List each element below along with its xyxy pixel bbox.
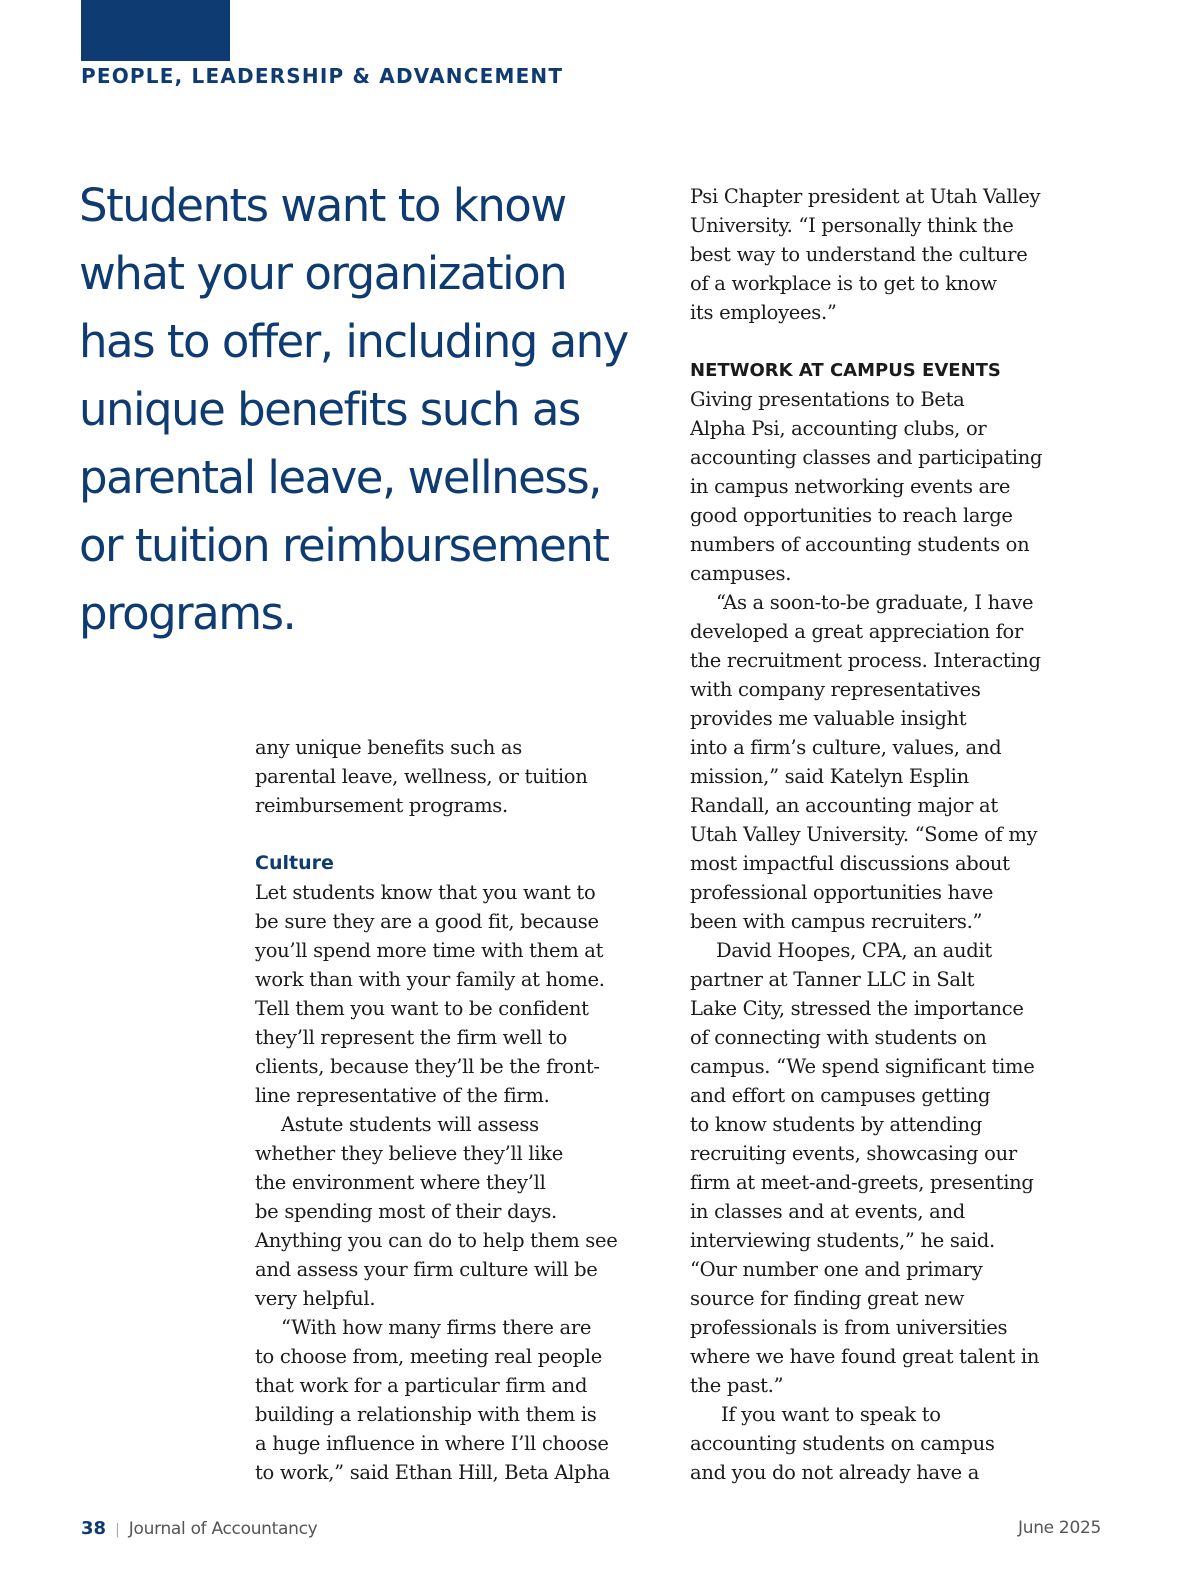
pull-quote-line: has to offer, including any <box>79 315 628 368</box>
text-line: numbers of accounting students on <box>690 533 1030 556</box>
text-line: Tell them you want to be confident <box>255 997 589 1020</box>
text-line: If you want to speak to <box>721 1403 941 1426</box>
culture-heading: Culture <box>255 852 334 874</box>
text-line: a huge influence in where I’ll choose <box>255 1432 609 1455</box>
text-line: work than with your family at home. <box>255 968 605 991</box>
text-line: firm at meet-and-greets, presenting <box>690 1171 1034 1194</box>
text-line: parental leave, wellness, or tuition <box>255 765 588 788</box>
culture-paragraph <box>255 878 685 1110</box>
text-line: where we have found great talent in <box>690 1345 1040 1368</box>
text-line: good opportunities to reach large <box>690 504 1013 527</box>
text-line: of connecting with students on <box>690 1026 987 1049</box>
pull-quote <box>79 172 679 648</box>
text-line: to choose from, meeting real people <box>255 1345 602 1368</box>
text-line: you’ll spend more time with them at <box>255 939 604 962</box>
pull-quote-line: Students want to know <box>79 179 566 232</box>
pull-quote-line: unique benefits such as <box>79 383 580 436</box>
text-line: mission,” said Katelyn Esplin <box>690 765 969 788</box>
text-line: building a relationship with them is <box>255 1403 597 1426</box>
text-line: any unique benefits such as <box>255 736 522 759</box>
journal-name: Journal of Accountancy <box>128 1519 318 1539</box>
text-line: Randall, an accounting major at <box>690 794 998 817</box>
text-line: campus. “We spend significant time <box>690 1055 1035 1078</box>
astute-paragraph <box>255 1110 685 1313</box>
article-column-right <box>690 182 1110 1487</box>
text-line: best way to understand the culture <box>690 243 1028 266</box>
text-line: provides me valuable insight <box>690 707 967 730</box>
text-line: whether they believe they’ll like <box>255 1142 563 1165</box>
graduate-paragraph <box>690 588 1110 936</box>
pull-quote-line: parental leave, wellness, <box>79 451 601 504</box>
text-line: and effort on campuses getting <box>690 1084 991 1107</box>
text-line: reimbursement programs. <box>255 794 508 817</box>
text-line: the past.” <box>690 1374 784 1397</box>
text-line: recruiting events, showcasing our <box>690 1142 1017 1165</box>
text-line: “Our number one and primary <box>690 1258 983 1281</box>
text-line: the environment where they’ll <box>255 1171 546 1194</box>
text-line: “With how many firms there are <box>281 1316 592 1339</box>
text-line: partner at Tanner LLC in Salt <box>690 968 975 991</box>
text-line: accounting students on campus <box>690 1432 995 1455</box>
text-line: most impactful discussions about <box>690 852 1010 875</box>
continued-paragraph <box>690 182 1110 327</box>
text-line: University. “I personally think the <box>690 214 1014 237</box>
text-line: “As a soon-to-be graduate, I have <box>716 591 1034 614</box>
network-paragraph <box>690 385 1110 588</box>
text-line: Psi Chapter president at Utah Valley <box>690 185 1041 208</box>
text-line: and you do not already have a <box>690 1461 980 1484</box>
section-color-tab <box>81 0 230 61</box>
text-line: campuses. <box>690 562 792 585</box>
text-line: very helpful. <box>255 1287 376 1310</box>
text-line: professional opportunities have <box>690 881 994 904</box>
text-line: be spending most of their days. <box>255 1200 557 1223</box>
text-line: developed a great appreciation for <box>690 620 1023 643</box>
text-line: Giving presentations to Beta <box>690 388 965 411</box>
text-line: Anything you can do to help them see <box>255 1229 618 1252</box>
text-line: to know students by attending <box>690 1113 982 1136</box>
pull-quote-line: or tuition reimbursement <box>79 519 609 572</box>
intro-paragraph <box>255 733 685 820</box>
text-line: been with campus recruiters.” <box>690 910 983 933</box>
hoopes-paragraph <box>690 936 1110 1400</box>
text-line: into a firm’s culture, values, and <box>690 736 1002 759</box>
text-line: the recruitment process. Interacting <box>690 649 1041 672</box>
text-line: of a workplace is to get to know <box>690 272 997 295</box>
paragraph-gap <box>690 327 1110 356</box>
page-number: 38 <box>81 1518 107 1539</box>
quote-paragraph <box>255 1313 685 1487</box>
text-line: Utah Valley University. “Some of my <box>690 823 1038 846</box>
text-line: that work for a particular firm and <box>255 1374 588 1397</box>
text-line: Let students know that you want to <box>255 881 596 904</box>
text-line: Alpha Psi, accounting clubs, or <box>690 417 987 440</box>
paragraph-gap <box>255 820 685 849</box>
article-column-middle <box>255 733 685 1487</box>
text-line: and assess your firm culture will be <box>255 1258 598 1281</box>
text-line: its employees.” <box>690 301 837 324</box>
closing-paragraph <box>690 1400 1110 1487</box>
footer-separator: | <box>115 1522 120 1538</box>
text-line: in classes and at events, and <box>690 1200 965 1223</box>
text-line: professionals is from universities <box>690 1316 1008 1339</box>
section-label: PEOPLE, LEADERSHIP & ADVANCEMENT <box>81 64 564 88</box>
text-line: be sure they are a good fit, because <box>255 910 599 933</box>
network-heading: NETWORK AT CAMPUS EVENTS <box>690 360 1001 381</box>
text-line: line representative of the firm. <box>255 1084 550 1107</box>
text-line: accounting classes and participating <box>690 446 1043 469</box>
pull-quote-line: what your organization <box>79 247 567 300</box>
text-line: Lake City, stressed the importance <box>690 997 1024 1020</box>
text-line: source for finding great new <box>690 1287 965 1310</box>
issue-date: June 2025 <box>1018 1518 1101 1538</box>
text-line: to work,” said Ethan Hill, Beta Alpha <box>255 1461 610 1484</box>
text-line: clients, because they’ll be the front- <box>255 1055 600 1078</box>
text-line: with company representatives <box>690 678 981 701</box>
text-line: David Hoopes, CPA, an audit <box>716 939 992 962</box>
page-footer <box>81 1518 1101 1544</box>
pull-quote-line: programs. <box>79 587 296 640</box>
text-line: interviewing students,” he said. <box>690 1229 995 1252</box>
text-line: in campus networking events are <box>690 475 1011 498</box>
text-line: Astute students will assess <box>281 1113 539 1136</box>
text-line: they’ll represent the firm well to <box>255 1026 568 1049</box>
